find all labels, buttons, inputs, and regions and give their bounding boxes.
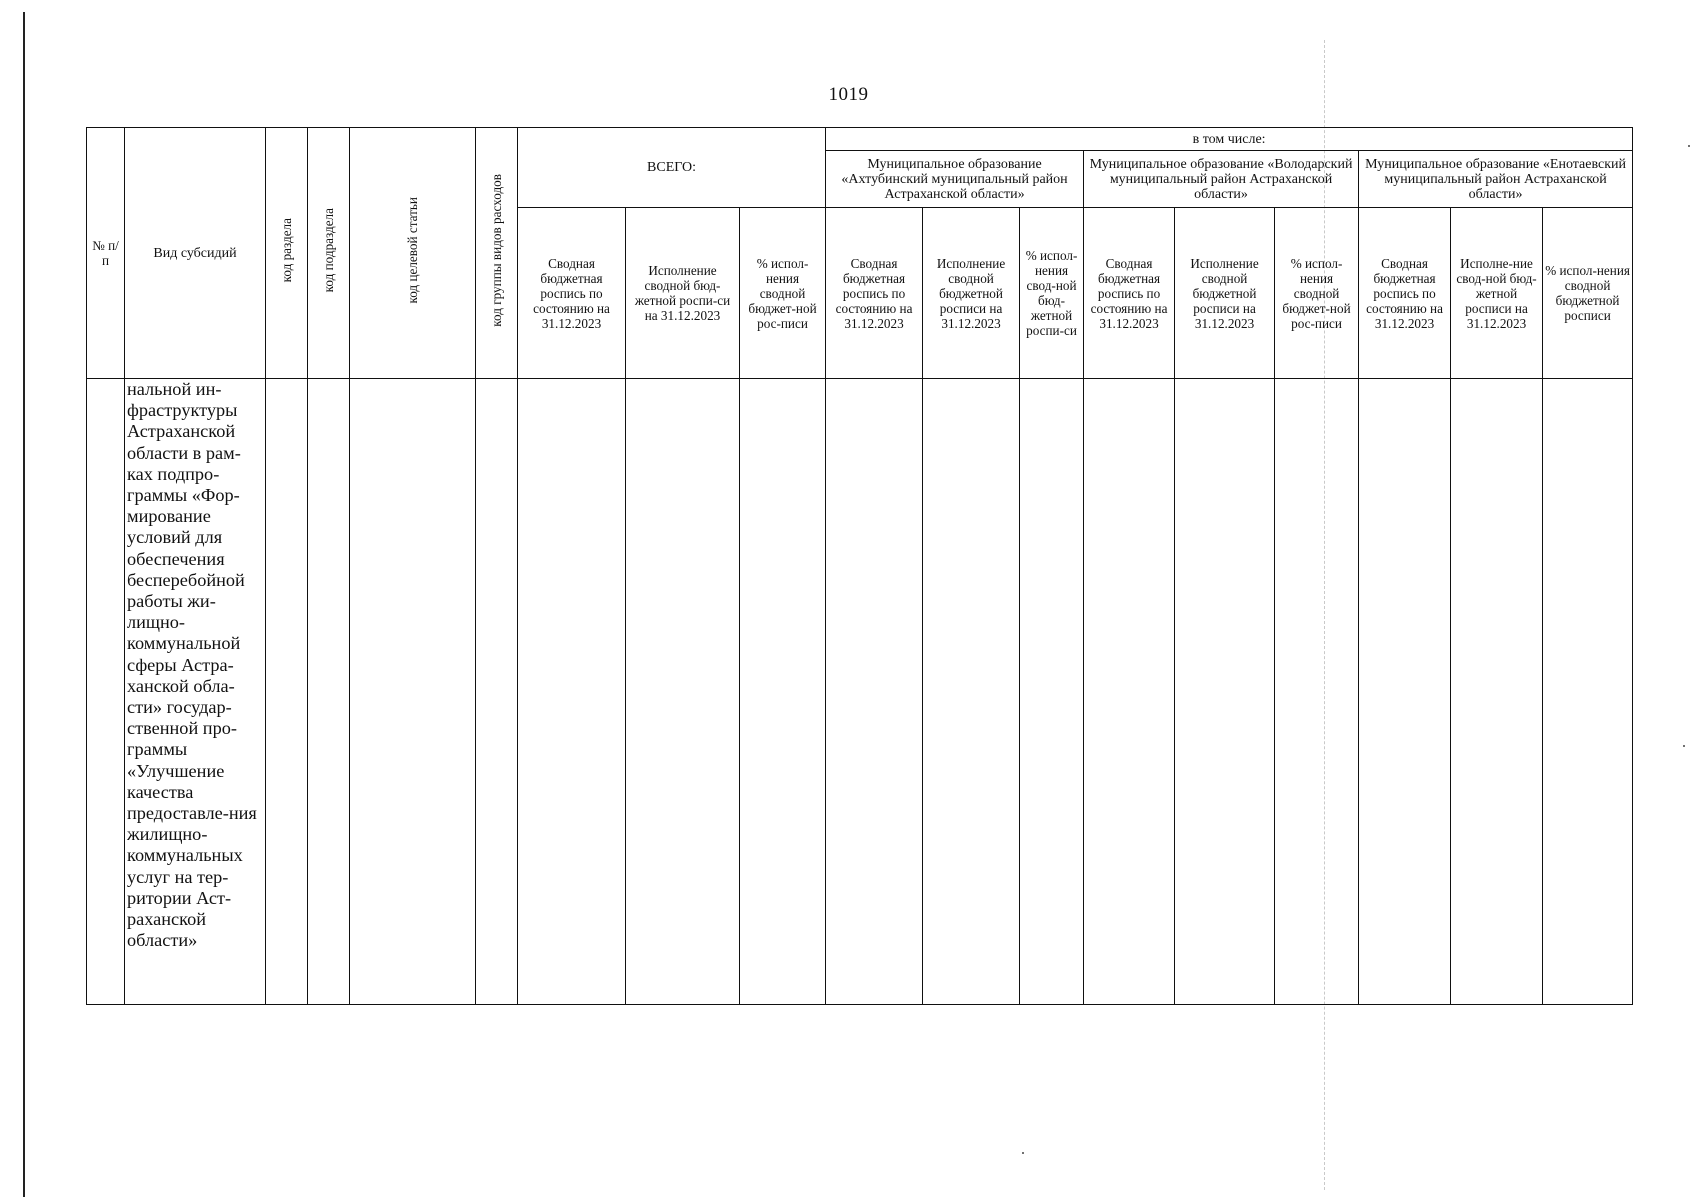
cell-mun3-plan — [1359, 379, 1451, 1005]
header-total-plan: Сводная бюджетная роспись по состоянию на 31.12.2023 — [518, 208, 626, 379]
header-target-code: код целевой статьи — [350, 128, 476, 379]
cell-subsection-code — [308, 379, 350, 1005]
cell-total-execution — [626, 379, 740, 1005]
header-mun2-execution: Исполнение сводной бюджетной росписи на 31.12.2023 — [1175, 208, 1275, 379]
cell-mun1-percent — [1020, 379, 1084, 1005]
cell-mun2-execution — [1175, 379, 1275, 1005]
cell-mun1-execution — [923, 379, 1020, 1005]
cell-expense-group-code — [476, 379, 518, 1005]
budget-table — [86, 127, 1633, 1005]
scan-edge-line — [23, 12, 25, 1197]
page-number: 1019 — [828, 84, 869, 105]
header-municipality-akhtubinsky: Муниципальное образование «Ахтубинский муниципальный район Астраханской области» — [826, 151, 1084, 208]
header-total-execution: Исполнение сводной бюд-жетной роспи-си на 31.12.2023 — [626, 208, 740, 379]
cell-subsidy-type: нальной ин-фраструктуры Астраханской области в рам-ках подпро-граммы «Фор-мирование условий для обеспечения бесперебойной работы жи-лищно-коммунальной сферы Астра-ханской обла-сти» государ-ственной про-граммы «Улучшение качества предоставле-ния жилищно-коммунальных услуг на тер-ритории Аст-раханской области» — [125, 379, 266, 1005]
cell-mun2-plan — [1084, 379, 1175, 1005]
header-mun1-percent: % испол-нения свод-ной бюд-жетной роспи-си — [1020, 208, 1084, 379]
header-mun1-plan: Сводная бюджетная роспись по состоянию на 31.12.2023 — [826, 208, 923, 379]
cell-mun3-execution — [1451, 379, 1543, 1005]
header-mun2-plan: Сводная бюджетная роспись по состоянию на 31.12.2023 — [1084, 208, 1175, 379]
cell-total-plan — [518, 379, 626, 1005]
scan-speck — [1688, 145, 1690, 147]
cell-target-code — [350, 379, 476, 1005]
header-subsection-code: код подраздела — [308, 128, 350, 379]
cell-total-percent — [740, 379, 826, 1005]
header-expense-group-code: код группы видов расходов — [476, 128, 518, 379]
header-subsidy-type: Вид субсидий — [125, 128, 266, 379]
header-mun3-percent: % испол-нения сводной бюджетной росписи — [1543, 208, 1633, 379]
header-municipality-volodarsky: Муниципальное образование «Володарский муниципальный район Астраханской области» — [1084, 151, 1359, 208]
header-mun1-execution: Исполнение сводной бюджетной росписи на 31.12.2023 — [923, 208, 1020, 379]
header-total: ВСЕГО: — [518, 128, 826, 208]
header-municipality-enotaevsky: Муниципальное образование «Енотаевский муниципальный район Астраханской области» — [1359, 151, 1633, 208]
header-row-1 — [87, 128, 1633, 151]
table-row — [87, 379, 1633, 1005]
header-mun2-percent: % испол-нения сводной бюджет-ной рос-писи — [1275, 208, 1359, 379]
header-total-percent: % испол-нения сводной бюджет-ной рос-писи — [740, 208, 826, 379]
header-including: в том числе: — [826, 128, 1633, 151]
cell-mun2-percent — [1275, 379, 1359, 1005]
cell-num — [87, 379, 125, 1005]
header-mun3-execution: Исполне-ние свод-ной бюд-жетной росписи на 31.12.2023 — [1451, 208, 1543, 379]
header-mun3-plan: Сводная бюджетная роспись по состоянию на 31.12.2023 — [1359, 208, 1451, 379]
header-section-code: код раздела — [266, 128, 308, 379]
cell-mun3-percent — [1543, 379, 1633, 1005]
header-num: № п/п — [87, 128, 125, 379]
cell-section-code — [266, 379, 308, 1005]
scan-speck — [1022, 1152, 1024, 1154]
scan-speck — [1683, 745, 1685, 747]
cell-mun1-plan — [826, 379, 923, 1005]
